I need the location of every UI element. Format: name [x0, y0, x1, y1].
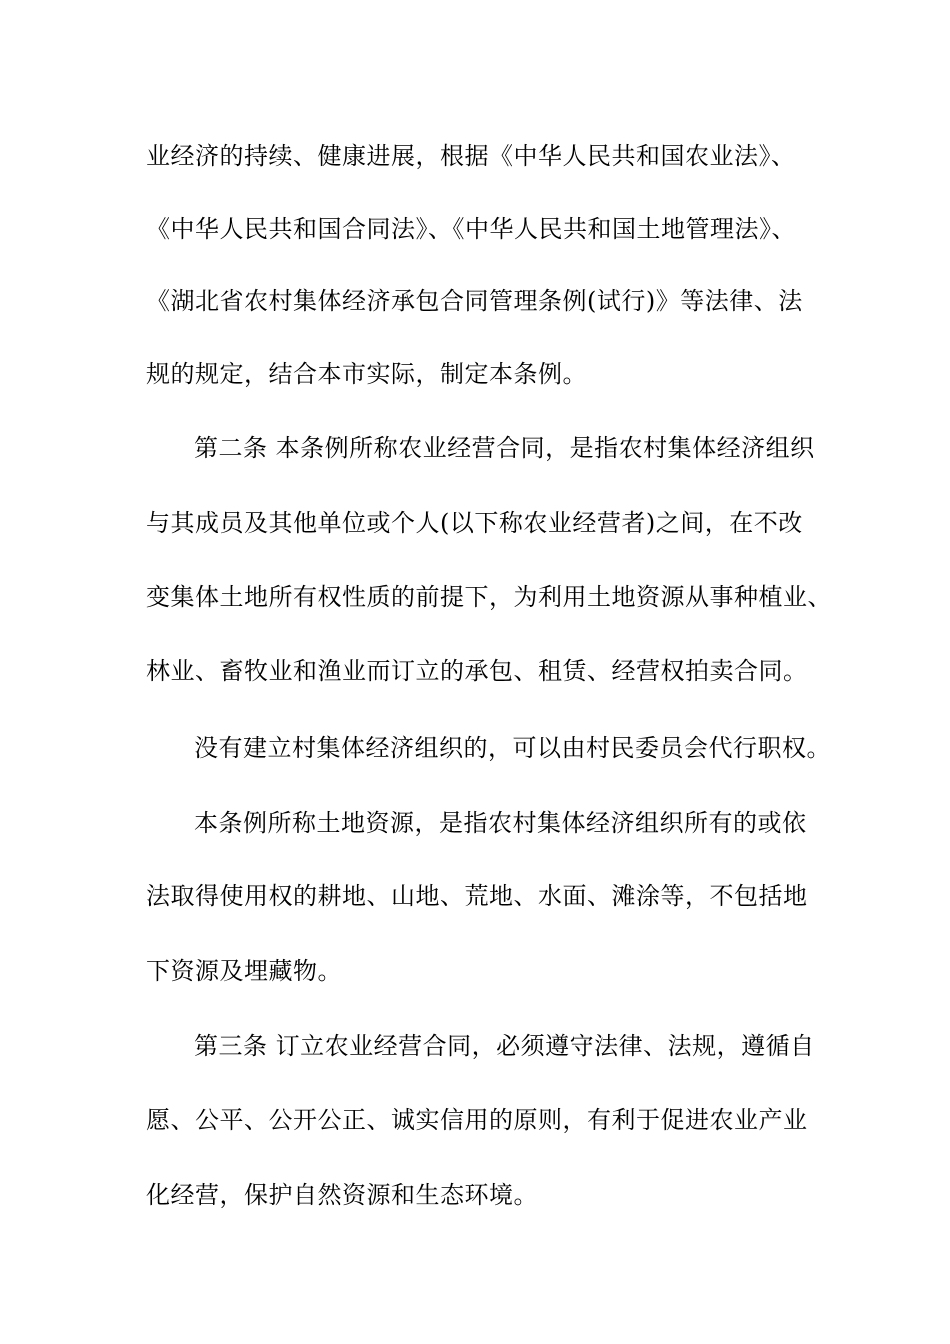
text-line: 林业、畜牧业和渔业而订立的承包、租赁、经营权拍卖合同。	[146, 657, 808, 685]
text-line: 与其成员及其他单位或个人(以下称农业经营者)之间，在不改	[146, 509, 803, 537]
text-line: 规的规定，结合本市实际，制定本条例。	[146, 360, 587, 388]
article-2-heading-line: 第二条 本条例所称农业经营合同，是指农村集体经济组织	[194, 434, 815, 462]
text-line: 下资源及埋藏物。	[146, 957, 342, 985]
text-line: 业经济的持续、健康进展，根据《中华人民共和国农业法》、	[146, 142, 796, 170]
paragraph-line: 没有建立村集体经济组织的，可以由村民委员会代行职权。	[194, 734, 831, 762]
text-line: 《湖北省农村集体经济承包合同管理条例(试行)》等法律、法	[146, 287, 803, 315]
text-line: 变集体土地所有权性质的前提下，为利用土地资源从事种植业、	[146, 583, 832, 611]
text-line: 愿、公平、公开公正、诚实信用的原则，有利于促进农业产业	[146, 1106, 808, 1134]
paragraph-line: 本条例所称土地资源，是指农村集体经济组织所有的或依	[194, 809, 807, 837]
article-3-heading-line: 第三条 订立农业经营合同，必须遵守法律、法规，遵循自	[194, 1032, 815, 1060]
text-line: 法取得使用权的耕地、山地、荒地、水面、滩涂等，不包括地	[146, 882, 808, 910]
text-line: 化经营，保护自然资源和生态环境。	[146, 1181, 538, 1209]
text-line: 《中华人民共和国合同法》、《中华人民共和国土地管理法》、	[146, 215, 796, 243]
